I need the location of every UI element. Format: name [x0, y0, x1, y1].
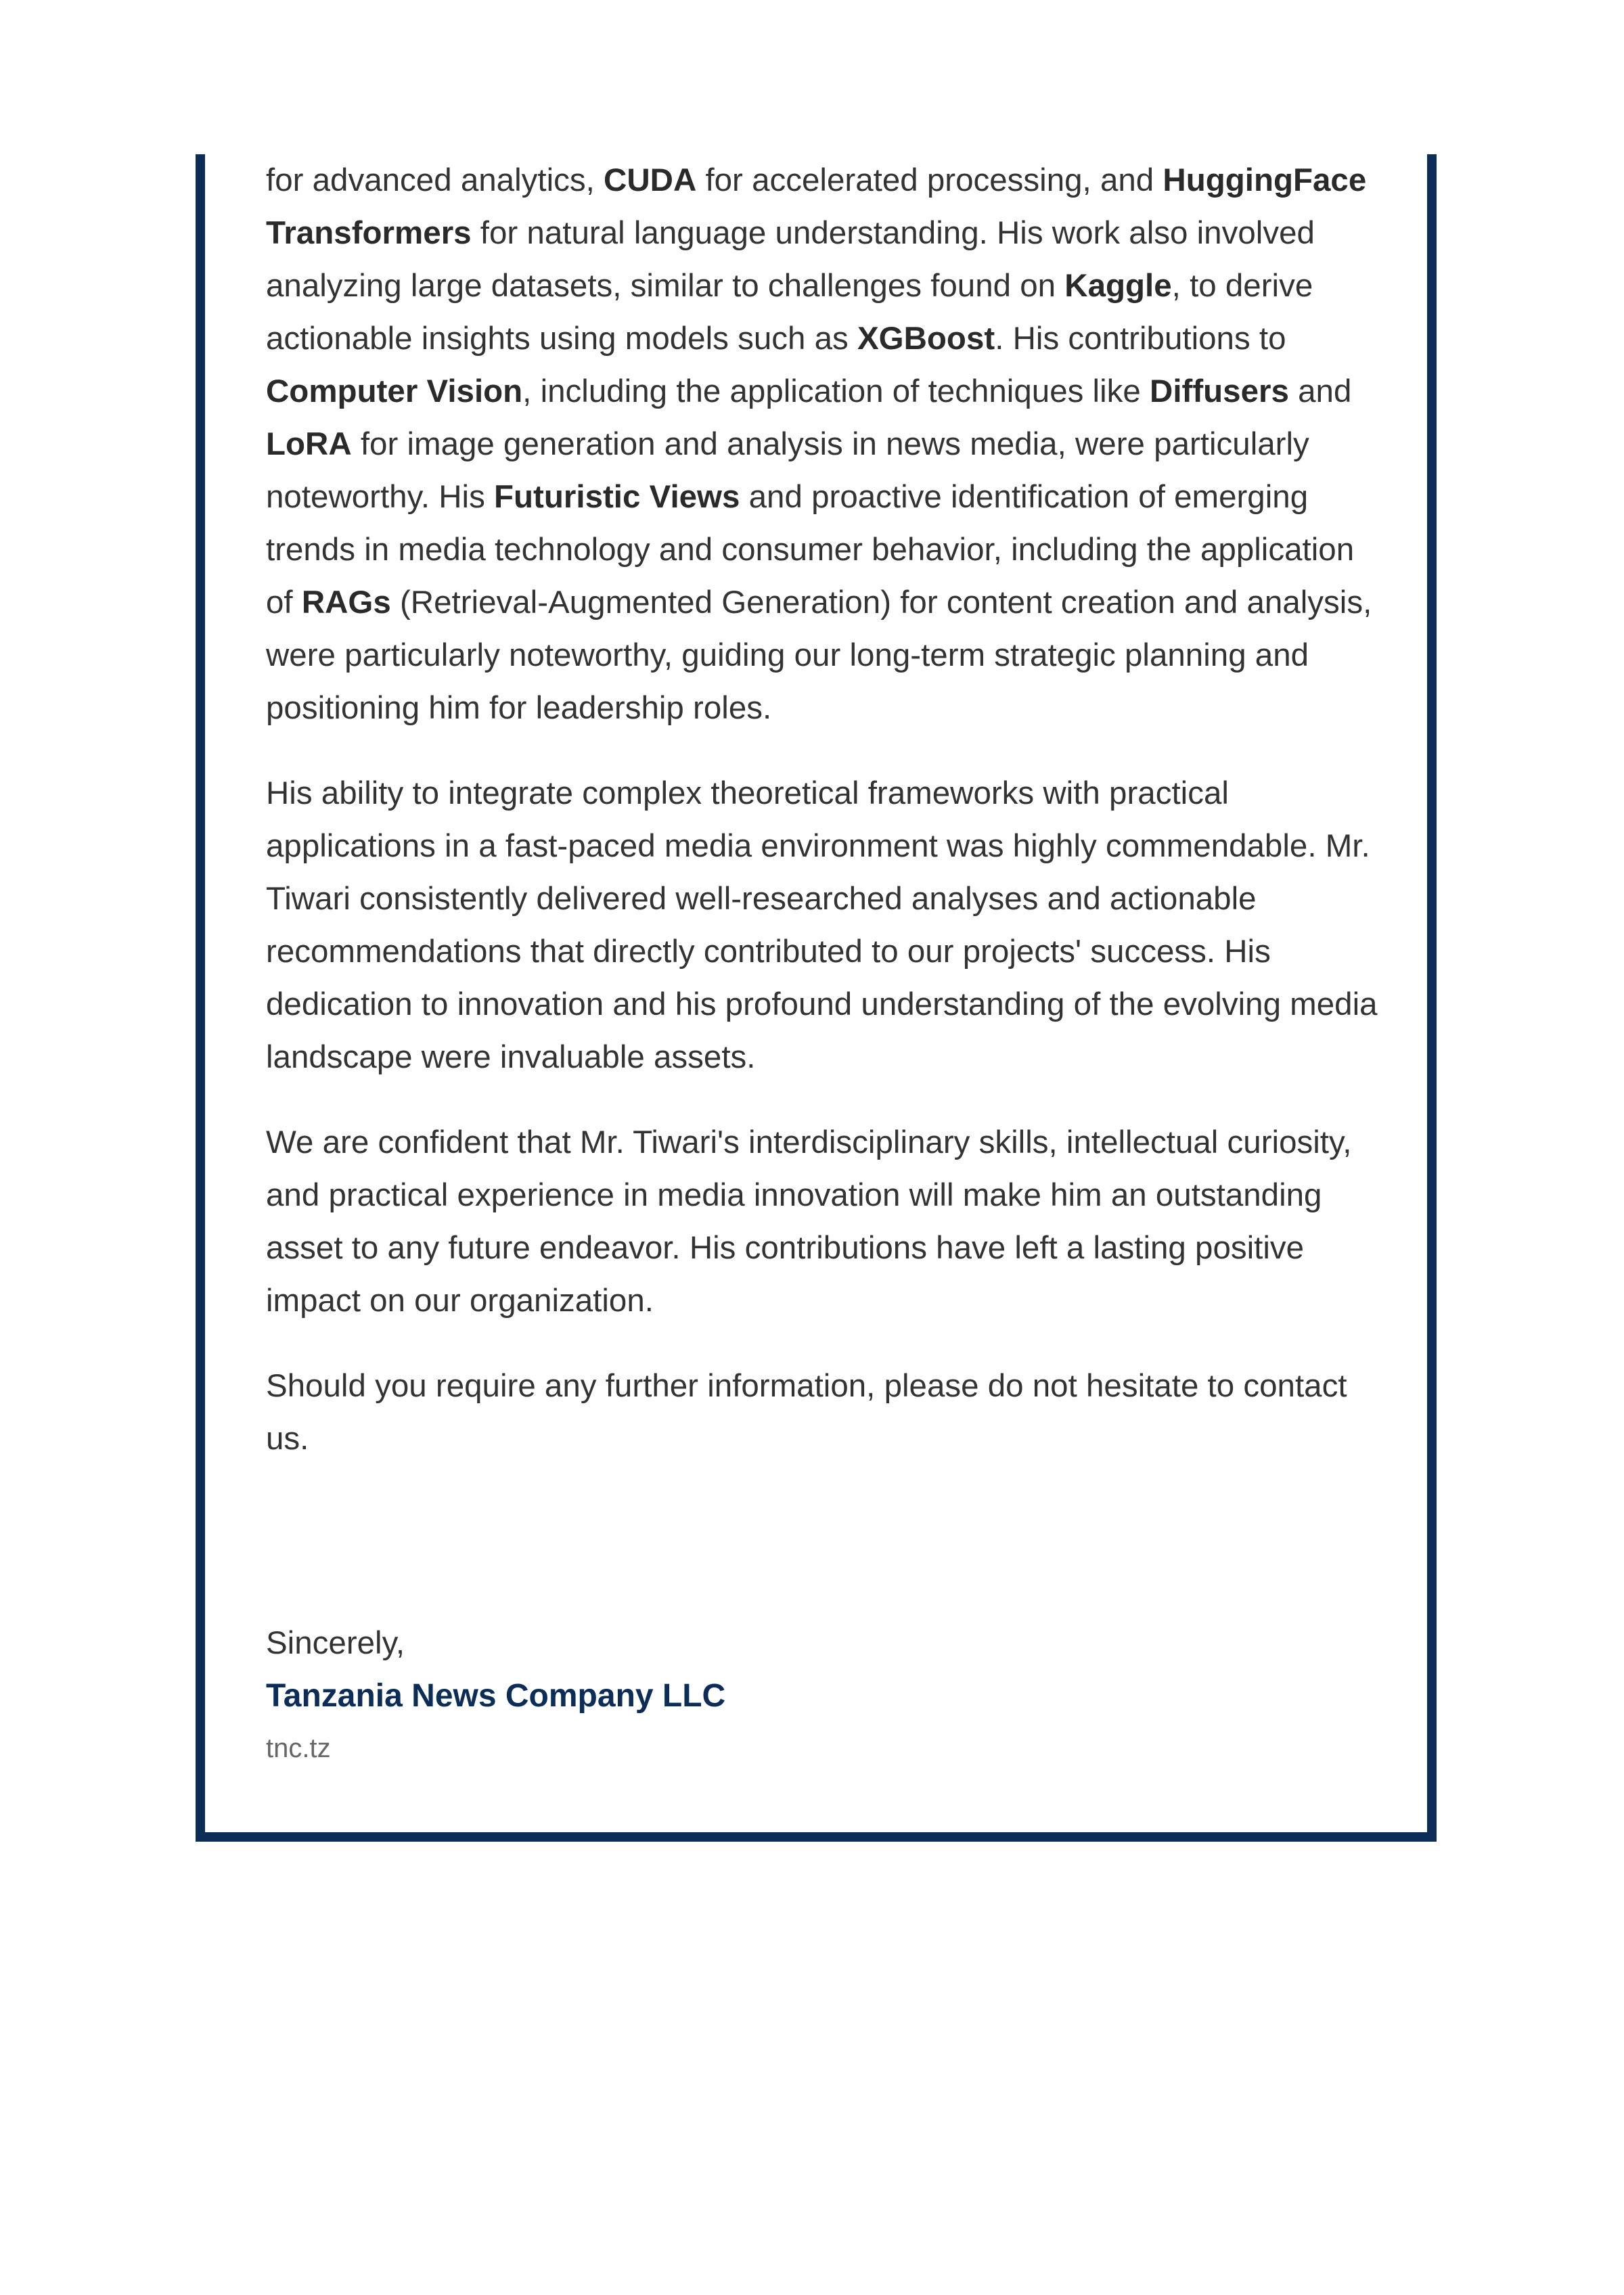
keyword-kaggle: Kaggle: [1064, 268, 1172, 304]
keyword-cuda: CUDA: [604, 162, 697, 198]
paragraph-text: . His contributions to: [995, 321, 1286, 357]
keyword-huggingface-transformers: HuggingFace Transformers: [266, 162, 1367, 251]
keyword-xgboost: XGBoost: [857, 321, 995, 357]
company-name: Tanzania News Company LLC: [266, 1678, 726, 1714]
paragraph-text: , to derive actionable insights using models such as: [266, 268, 1313, 357]
letter-paragraph-4: Should you require any further information, please do not hesitate to contact us.: [266, 1368, 1347, 1457]
letter-paragraph-2: His ability to integrate complex theoretical frameworks with practical applications in a fast-paced media environment was highly commendable. Mr. Tiwari consistently delivered well-researched analyses and actionable recommendations that directly contributed to our projects' success. His dedication to innovation and his profound understanding of the evolving media landscape were invaluable assets.: [266, 775, 1378, 1075]
paragraph-text: (Retrieval-Augmented Generation) for content creation and analysis, were particularly noteworthy, guiding our long-term strategic planning and positioning him for leadership roles.: [266, 585, 1372, 726]
paragraph-text: and: [1288, 373, 1352, 409]
paragraph-text: for advanced analytics,: [266, 162, 604, 198]
paragraph-text: for accelerated processing, and: [696, 162, 1163, 198]
company-website: tnc.tz: [266, 1733, 331, 1763]
paragraph-text: and proactive identification of emerging trends in media technology and consumer behavior, including the application of: [266, 479, 1355, 620]
keyword-computer-vision: Computer Vision: [266, 373, 523, 409]
letter-body: [266, 154, 1382, 1465]
paragraph-text: for image generation and analysis in news media, were particularly noteworthy. His: [266, 426, 1309, 515]
letter-paragraph-1: [266, 154, 1382, 735]
keyword-futuristic-views: Futuristic Views: [494, 479, 740, 515]
letter-paragraph-3: We are confident that Mr. Tiwari's interdisciplinary skills, intellectual curiosity, and practical experience in media innovation will make him an outstanding asset to any future endeavor. His contributions have left a lasting positive impact on our organization.: [266, 1124, 1352, 1319]
letter-signoff: Sincerely,: [266, 1625, 405, 1661]
keyword-diffusers: Diffusers: [1150, 373, 1289, 409]
keyword-rags: RAGs: [301, 585, 391, 620]
paragraph-text: for natural language understanding. His work also involved analyzing large datasets, similar to challenges found on: [266, 215, 1315, 304]
keyword-lora: LoRA: [266, 426, 352, 462]
paragraph-text: , including the application of techniques like: [522, 373, 1150, 409]
